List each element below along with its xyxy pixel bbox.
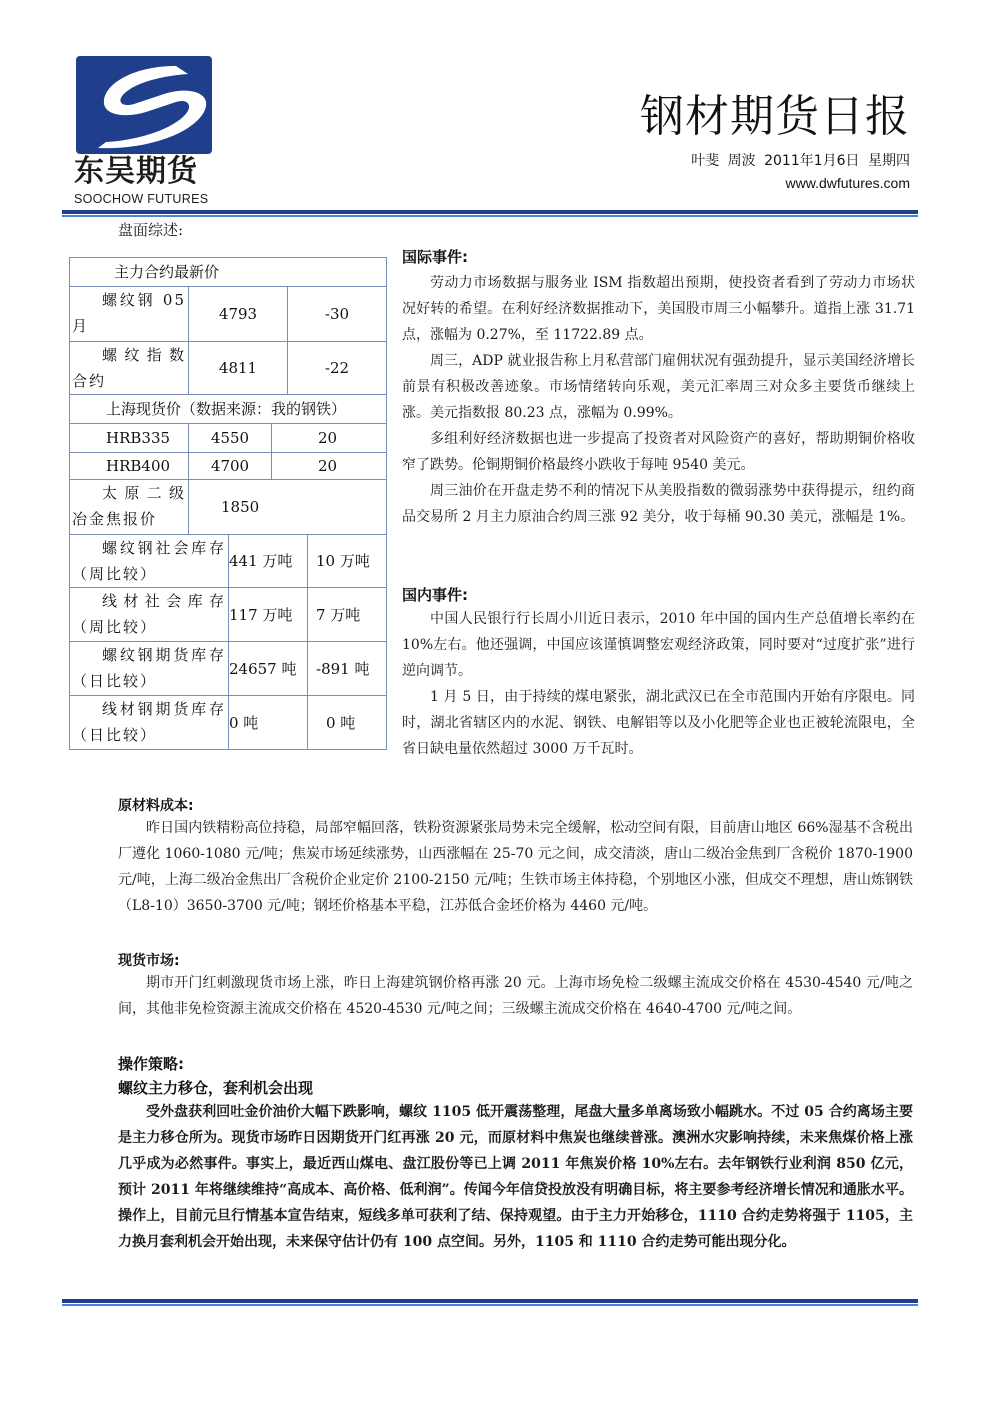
row-change: 10 万吨 — [307, 534, 387, 588]
row-price: 1850 — [188, 479, 387, 535]
spot-market-heading: 现货市场: — [118, 953, 180, 969]
domestic-heading: 国内事件: — [402, 586, 468, 604]
row-label: 线材钢期货库存（日比较） — [69, 695, 229, 750]
row-label: 螺纹钢期货库存（日比较） — [69, 641, 229, 696]
row-label: 螺纹钢社会库存（周比较） — [69, 534, 229, 588]
overview-label: 盘面综述: — [118, 221, 184, 239]
company-website: www.dwfutures.com — [785, 175, 910, 191]
row-value: 24657 吨 — [228, 641, 308, 696]
row-label: 螺纹指数合约 — [69, 341, 189, 395]
paragraph: 周三，ADP 就业报告称上月私营部门雇佣状况有强劲提升，显示美国经济增长前景有积极改善迹象。市场情绪转向乐观，美元汇率周三对众多主要货币继续上涨。美元指数报 80.23 点，涨幅为 0.99%。 — [402, 353, 915, 421]
row-price: 4550 — [188, 423, 272, 453]
paragraph: 昨日国内铁精粉高位持稳，局部窄幅回落，铁粉资源紧张局势未完全缓解，松动空间有限，目前唐山地区 66%湿基不含税出厂遵化 1060-1080 元/吨；焦炭市场延续涨势，山西涨幅在 25-70 元之间，成交清淡，唐山二级冶金焦到厂含税价 1870-1900 元/吨，上海二级冶金焦出厂含税价企业定价 2100-2150 元/吨；生铁市场主体持稳，个别地区小涨，但成交不理想，唐山炼钢铁（L8-10）3650-3700 元/吨；钢坯价格基本平稳，江苏低合金坯价格为 4460 元/吨。 — [118, 820, 913, 914]
row-value: 117 万吨 — [228, 587, 308, 642]
footer-divider-accent — [62, 1304, 918, 1306]
row-price: 4793 — [188, 286, 288, 342]
international-heading: 国际事件: — [402, 248, 468, 266]
paragraph: 1 月 5 日，由于持续的煤电紧张，湖北武汉已在全市范围内开始有序限电。同时，湖北省辖区内的水泥、钢铁、电解铝等以及小化肥等企业也正被轮流限电，全省日缺电量依然超过 3000 万千瓦时。 — [402, 689, 915, 757]
footer-divider — [62, 1299, 918, 1303]
header-divider — [62, 210, 918, 214]
report-title: 钢材期货日报 — [640, 91, 910, 142]
row-change: 7 万吨 — [307, 587, 387, 642]
row-label: 螺纹钢 05月 — [69, 286, 189, 342]
logo-chinese-name: 东吴期货 — [74, 154, 198, 189]
raw-material-body — [118, 815, 913, 919]
row-change: -891 吨 — [307, 641, 387, 696]
paragraph: 期市开门红刺激现货市场上涨，昨日上海建筑钢价格再涨 20 元。上海市场免检二级螺主流成交价格在 4530-4540 元/吨之间，其他非免检资源主流成交价格在 4520-4530 元/吨之间；三级螺主流成交价格在 4640-4700 元/吨之间。 — [118, 975, 913, 1017]
company-logo — [74, 56, 214, 206]
strategy-subheading: 螺纹主力移仓，套利机会出现 — [118, 1079, 314, 1097]
strategy-body — [118, 1099, 913, 1255]
soochow-logo-icon — [76, 56, 212, 154]
logo-english-name: SOOCHOW FUTURES — [74, 192, 209, 206]
raw-material-heading: 原材料成本: — [118, 798, 194, 814]
report-byline: 叶斐 周波 2011年1月6日 星期四 — [691, 153, 910, 169]
paragraph: 中国人民银行行长周小川近日表示，2010 年中国的国内生产总值增长率约在 10%左右。他还强调，中国应该谨慎调整宏观经济政策，同时要对“过度扩张”进行逆向调节。 — [402, 611, 915, 679]
strategy-heading: 操作策略: — [118, 1055, 184, 1073]
row-price: 4700 — [188, 452, 272, 480]
row-change: 20 — [271, 423, 387, 453]
row-label: HRB400 — [69, 452, 189, 480]
row-label: 线材社会库存（周比较） — [69, 587, 229, 642]
paragraph: 周三油价在开盘走势不利的情况下从美股指数的微弱涨势中获得提示，纽约商品交易所 2 月主力原油合约周三涨 92 美分，收于每桶 90.30 美元，涨幅是 1%。 — [402, 483, 915, 525]
header-divider-accent — [62, 215, 918, 217]
table-header-spot: 上海现货价（数据来源：我的钢铁） — [69, 394, 387, 424]
row-change: 20 — [271, 452, 387, 480]
row-change: -22 — [287, 341, 387, 395]
paragraph: 多组利好经济数据也进一步提高了投资者对风险资产的喜好，帮助期铜价格收窄了跌势。伦铜期铜价格最终小跌收于每吨 9540 美元。 — [402, 431, 915, 473]
international-body — [402, 270, 915, 530]
market-summary-table — [69, 257, 387, 750]
row-change: 0 吨 — [307, 695, 387, 750]
row-label: 太原二级冶金焦报价 — [69, 479, 189, 535]
paragraph: 受外盘获利回吐金价油价大幅下跌影响，螺纹 1105 低开震荡整理，尾盘大量多单离场致小幅跳水。不过 05 合约离场主要是主力移仓所为。现货市场昨日因期货开门红再涨 20 元，而原材料中焦炭也继续普涨。澳洲水灾影响持续，未来焦煤价格上涨几乎成为必然事件。事实上，最近西山煤电、盘江股份等已上调 2011 年焦炭价格 10%左右。去年钢铁行业利润 850 亿元，预计 2011 年将继续维持“高成本、高价格、低利润”。传闻今年信贷投放没有明确目标，将主要参考经济增长情况和通胀水平。操作上，目前元旦行情基本宣告结束，短线多单可获利了结、保持观望。由于主力开始移仓，1110 合约走势将强于 1105，主力换月套利机会开始出现，未来保守估计仍有 100 点空间。另外，1105 和 1110 合约走势可能出现分化。 — [118, 1104, 913, 1250]
row-value: 441 万吨 — [228, 534, 308, 588]
spot-market-body — [118, 970, 913, 1022]
row-price: 4811 — [188, 341, 288, 395]
row-change: -30 — [287, 286, 387, 342]
row-value: 0 吨 — [228, 695, 308, 750]
row-label: HRB335 — [69, 423, 189, 453]
paragraph: 劳动力市场数据与服务业 ISM 指数超出预期，使投资者看到了劳动力市场状况好转的希望。在利好经济数据推动下，美国股市周三小幅攀升。道指上涨 31.71 点，涨幅为 0.27%，至 11722.89 点。 — [402, 275, 915, 343]
domestic-body — [402, 606, 915, 762]
table-header-main: 主力合约最新价 — [69, 257, 387, 287]
